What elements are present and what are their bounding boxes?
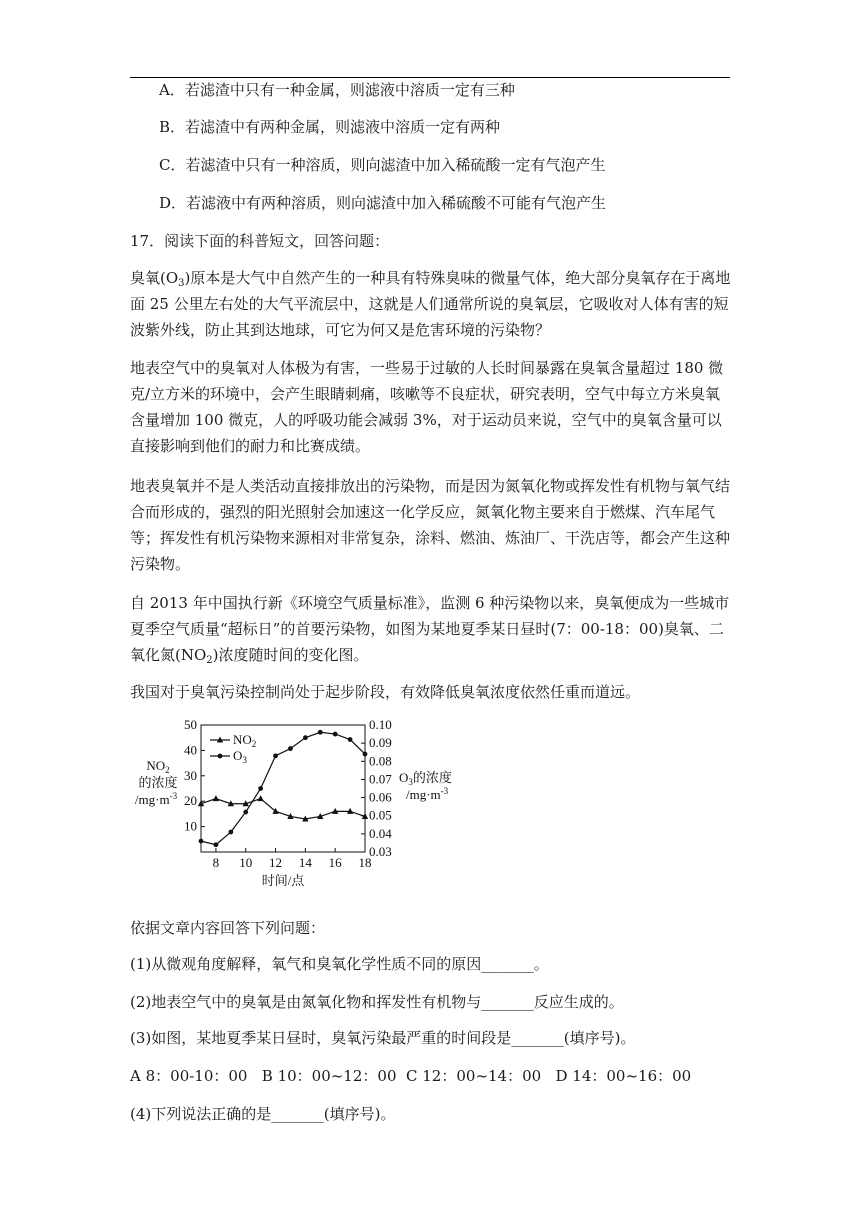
right-axis-label-line-1: $O_3$的浓度 <box>399 770 452 787</box>
right-tick-label: 0.07 <box>369 771 392 787</box>
o3-point <box>288 746 293 751</box>
right-tick-label: 0.06 <box>369 789 392 805</box>
o3-point <box>228 830 233 835</box>
o3-point <box>318 730 323 735</box>
question-17-title: 17．阅读下面的科普短文，回答问题： <box>130 232 390 250</box>
option-d: D．若滤液中有两种溶质，则向滤渣中加入稀硫酸不可能有气泡产生 <box>159 194 607 212</box>
o3-point <box>199 839 204 844</box>
right-tick-label: 0.04 <box>369 825 392 841</box>
legend-circle-marker <box>218 754 223 759</box>
right-tick-label: 0.08 <box>369 753 392 769</box>
o3-point <box>258 786 263 791</box>
x-tick-label: 16 <box>328 855 342 870</box>
question-4: (4)下列说法正确的是_______(填序号)。 <box>130 1105 396 1123</box>
question-3-choices: A 8：00-10：00 B 10：00~12：00 C 12：00~14：00 D 14：00~16：00 <box>130 1067 692 1085</box>
concentration-chart <box>125 712 452 902</box>
no2-point <box>213 795 219 801</box>
o3-point <box>363 752 368 757</box>
o3-point <box>333 732 338 737</box>
left-axis-label-line-1: $NO_2$ <box>146 758 170 775</box>
right-tick-label: 0.10 <box>369 717 392 732</box>
x-tick-label: 12 <box>269 855 283 870</box>
series-line-2 <box>201 732 365 844</box>
option-b: B．若滤渣中有两种金属，则滤液中溶质一定有两种 <box>159 118 501 136</box>
left-tick-label: 40 <box>184 742 197 758</box>
questions-intro: 依据文章内容回答下列问题： <box>130 919 326 937</box>
x-tick-label: 18 <box>358 855 372 870</box>
paragraph-4: 自 2013 年中国执行新《环境空气质量标准》，监测 6 种污染物以来，臭氧便成为一些城市夏季空气质量“超标日”的首要污染物，如图为某地夏季某日昼时(7：00-18：00)臭氧、二氧化氮$(NO_2)$浓度随时间的变化图。 <box>130 594 730 666</box>
x-tick-label: 10 <box>239 855 253 870</box>
left-axis-label-line-2: 的浓度 <box>138 775 178 790</box>
legend-label-1: $NO_2$ <box>233 732 257 749</box>
plot-frame <box>201 725 365 852</box>
right-tick-label: 0.09 <box>369 735 392 751</box>
left-tick-label: 50 <box>184 717 197 732</box>
right-tick-label: 0.03 <box>369 844 392 859</box>
top-divider <box>130 77 730 78</box>
paragraph-5: 我国对于臭氧污染控制尚处于起步阶段，有效降低臭氧浓度依然任重而道远。 <box>130 683 641 701</box>
option-c: C．若滤渣中只有一种溶质，则向滤渣中加入稀硫酸一定有气泡产生 <box>159 156 606 174</box>
o3-point <box>303 735 308 740</box>
paragraph-3: 地表臭氧并不是人类活动直接排放出的污染物，而是因为氮氧化物或挥发性有机物与氧气结合而形成的，强烈的阳光照射会加速这一化学反应，氮氧化物主要来自于燃煤、汽车尾气等；挥发性有机污染物来源相对非常复杂，涂料、燃油、炼油厂、干洗店等，都会产生这种污染物。 <box>130 477 731 573</box>
o3-point <box>243 810 248 815</box>
question-3: (3)如图，某地夏季某日昼时，臭氧污染最严重的时间段是_______(填序号)。 <box>130 1029 636 1047</box>
paragraph-2: 地表空气中的臭氧对人体极为有害，一些易于过敏的人长时间暴露在臭氧含量超过 180 微克/立方米的环境中，会产生眼睛刺痛，咳嗽等不良症状，研究表明，空气中每立方米臭氧含量增加 100 微克，人的呼吸功能会减弱 3%，对于运动员来说，空气中的臭氧含量可以直接影响到他们的耐力和比赛成绩。 <box>130 359 724 455</box>
series-line-1 <box>201 799 365 819</box>
question-1: (1)从微观角度解释，氧气和臭氧化学性质不同的原因_______。 <box>130 955 549 973</box>
o3-point <box>214 842 219 847</box>
x-tick-label: 8 <box>212 855 220 870</box>
option-a: A．若滤渣中只有一种金属，则滤液中溶质一定有三种 <box>159 81 515 99</box>
o3-point <box>348 737 353 742</box>
left-axis-label-line-3: $/mg\cdot m^{-3}$ <box>134 791 178 807</box>
no2-point <box>257 795 263 801</box>
question-2: (2)地表空气中的臭氧是由氮氧化物和挥发性有机物与_______反应生成的。 <box>130 993 624 1011</box>
left-tick-label: 10 <box>184 818 197 834</box>
o3-point <box>273 753 278 758</box>
paragraph-1: 臭氧$(O_3)$原本是大气中自然产生的一种具有特殊臭味的微量气体，绝大部分臭氧存在于离地面 25 公里左右处的大气平流层中，这就是人们通常所说的臭氧层，它吸收对人体有害的短波紫外线，防止其到达地球，可它为何又是危害环境的污染物？ <box>130 269 731 339</box>
right-tick-label: 0.05 <box>369 807 392 823</box>
left-tick-label: 30 <box>184 767 197 783</box>
left-tick-label: 20 <box>184 793 197 809</box>
x-tick-label: 14 <box>298 855 312 870</box>
legend-label-2: $O_3$ <box>233 748 247 765</box>
right-axis-label-line-2: $/mg\cdot m^{-3}$ <box>406 786 449 802</box>
x-axis-label: 时间/点 <box>261 873 305 888</box>
